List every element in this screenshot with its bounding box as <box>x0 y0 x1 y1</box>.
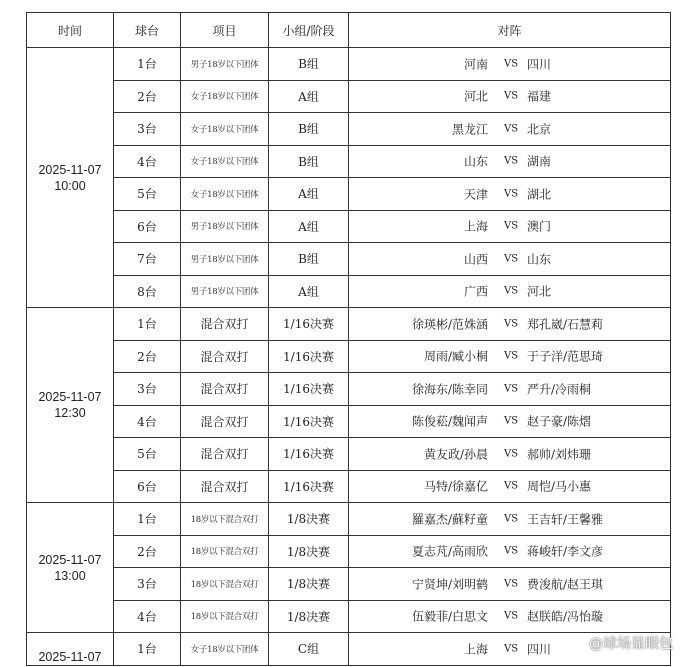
left-side: 陈俊菘/魏闻声 <box>411 414 488 429</box>
vs-label: VS <box>504 448 519 460</box>
left-side: 徐海东/陈幸同 <box>411 382 488 397</box>
session-time <box>27 308 114 503</box>
table-number: 4台 <box>114 405 181 438</box>
session-clock: 10:00 <box>54 178 86 193</box>
session-date: 2025-11-07 <box>38 552 102 567</box>
matchup <box>349 145 671 178</box>
right-side: 福建 <box>527 89 552 104</box>
right-side: 蒋峻轩/李文彦 <box>527 544 604 559</box>
right-side: 河北 <box>527 284 552 299</box>
header-event: 项目 <box>181 13 269 48</box>
right-side: 于子洋/范思琦 <box>527 349 604 364</box>
table-number: 6台 <box>114 470 181 503</box>
matchup <box>349 568 671 601</box>
matchup <box>349 113 671 146</box>
left-side: 宁贤坤/刘明鹤 <box>411 577 488 592</box>
matchup <box>349 340 671 373</box>
left-side: 上海 <box>463 642 488 657</box>
table-row <box>27 145 671 178</box>
event-name: 混合双打 <box>181 470 269 503</box>
vs-label: VS <box>504 318 519 330</box>
table-number: 1台 <box>114 308 181 341</box>
vs-label: VS <box>504 350 519 362</box>
right-side: 费浚航/赵王琪 <box>527 577 604 592</box>
left-side: 羅嘉杰/蘇籽童 <box>411 512 488 527</box>
table-number: 3台 <box>114 113 181 146</box>
session-time <box>27 48 114 308</box>
event-name: 18岁以下混合双打 <box>181 568 269 601</box>
schedule-table <box>26 12 671 666</box>
table-row <box>27 243 671 276</box>
matchup <box>349 600 671 633</box>
left-side: 黄友政/孙晨 <box>423 447 488 462</box>
stage: B组 <box>269 243 349 276</box>
session-date: 2025-11-07 <box>38 390 102 404</box>
stage: 1/8决赛 <box>269 503 349 536</box>
table-row <box>27 568 671 601</box>
event-name: 混合双打 <box>181 340 269 373</box>
table-number: 7台 <box>114 243 181 276</box>
stage: B组 <box>269 48 349 81</box>
session-date: 2025-11-07 <box>38 162 102 177</box>
table-number: 4台 <box>114 145 181 178</box>
table-row <box>27 178 671 211</box>
left-side: 河南 <box>463 57 488 72</box>
vs-label: VS <box>504 188 519 200</box>
stage: 1/16决赛 <box>269 340 349 373</box>
left-side: 夏志芃/高雨欣 <box>411 544 488 559</box>
table-number: 5台 <box>114 438 181 471</box>
stage: 1/16决赛 <box>269 470 349 503</box>
matchup <box>349 535 671 568</box>
stage: 1/16决赛 <box>269 438 349 471</box>
table-row <box>27 275 671 308</box>
matchup <box>349 48 671 81</box>
vs-label: VS <box>504 480 519 492</box>
right-side: 湖南 <box>527 154 552 169</box>
stage: B组 <box>269 113 349 146</box>
table-number: 4台 <box>114 600 181 633</box>
table-row <box>27 308 671 341</box>
right-side: 北京 <box>527 122 552 137</box>
matchup <box>349 178 671 211</box>
event-name: 18岁以下混合双打 <box>181 535 269 568</box>
left-side: 广西 <box>463 284 488 299</box>
right-side: 郝帅/刘炜珊 <box>527 447 592 462</box>
event-name: 男子18岁以下团体 <box>181 275 269 308</box>
right-side: 湖北 <box>527 187 552 202</box>
table-number: 1台 <box>114 48 181 81</box>
matchup <box>349 438 671 471</box>
left-side: 徐瑛彬/范姝涵 <box>411 317 488 332</box>
matchup <box>349 470 671 503</box>
stage: 1/16决赛 <box>269 405 349 438</box>
event-name: 男子18岁以下团体 <box>181 210 269 243</box>
table-number: 1台 <box>114 633 181 666</box>
vs-label: VS <box>504 578 519 590</box>
matchup <box>349 503 671 536</box>
stage: A组 <box>269 178 349 211</box>
matchup <box>349 243 671 276</box>
table-number: 3台 <box>114 373 181 406</box>
table-number: 2台 <box>114 80 181 113</box>
matchup <box>349 373 671 406</box>
vs-label: VS <box>504 545 519 557</box>
table-row <box>27 48 671 81</box>
table-number: 2台 <box>114 535 181 568</box>
table-row <box>27 535 671 568</box>
right-side: 山东 <box>527 252 552 267</box>
header-matchup: 对阵 <box>349 13 671 48</box>
table-row <box>27 405 671 438</box>
right-side: 郑孔崴/石慧莉 <box>527 317 604 332</box>
table-row <box>27 113 671 146</box>
vs-label: VS <box>504 643 519 655</box>
vs-label: VS <box>504 285 519 297</box>
matchup <box>349 308 671 341</box>
stage: 1/8决赛 <box>269 568 349 601</box>
header-time: 时间 <box>27 13 114 48</box>
event-name: 混合双打 <box>181 405 269 438</box>
left-side: 山西 <box>463 252 488 267</box>
table-number: 5台 <box>114 178 181 211</box>
event-name: 混合双打 <box>181 438 269 471</box>
watermark: @球场显眼包 <box>589 636 673 652</box>
session-date: 2025-11-07 <box>38 649 102 664</box>
right-side: 澳门 <box>527 219 552 234</box>
left-side: 黑龙江 <box>451 122 488 137</box>
matchup <box>349 80 671 113</box>
right-side: 四川 <box>527 57 552 72</box>
right-side: 王吉轩/王馨雅 <box>527 512 604 527</box>
vs-label: VS <box>504 155 519 167</box>
vs-label: VS <box>504 513 519 525</box>
event-name: 混合双打 <box>181 308 269 341</box>
table-row <box>27 340 671 373</box>
stage: B组 <box>269 145 349 178</box>
event-name: 18岁以下混合双打 <box>181 503 269 536</box>
stage: A组 <box>269 210 349 243</box>
stage: 1/8决赛 <box>269 600 349 633</box>
event-name: 女子18岁以下团体 <box>181 178 269 211</box>
vs-label: VS <box>504 610 519 622</box>
stage: A组 <box>269 275 349 308</box>
table-number: 3台 <box>114 568 181 601</box>
right-side: 周恺/马小惠 <box>527 479 592 494</box>
left-side: 山东 <box>463 154 488 169</box>
event-name: 男子18岁以下团体 <box>181 48 269 81</box>
vs-label: VS <box>504 220 519 232</box>
session-time <box>27 503 114 633</box>
right-side: 严升/冷雨桐 <box>527 382 592 397</box>
stage: A组 <box>269 80 349 113</box>
table-number: 1台 <box>114 503 181 536</box>
session-time <box>27 633 114 666</box>
stage: 1/8决赛 <box>269 535 349 568</box>
matchup <box>349 210 671 243</box>
header-row <box>27 13 671 48</box>
table-number: 2台 <box>114 340 181 373</box>
vs-label: VS <box>504 253 519 265</box>
table-row <box>27 438 671 471</box>
left-side: 河北 <box>463 89 488 104</box>
matchup <box>349 275 671 308</box>
right-side: 赵子豪/陈熠 <box>527 414 592 429</box>
vs-label: VS <box>504 90 519 102</box>
stage: 1/16决赛 <box>269 373 349 406</box>
table-row <box>27 210 671 243</box>
table-number: 6台 <box>114 210 181 243</box>
header-table: 球台 <box>114 13 181 48</box>
right-side: 四川 <box>527 642 552 657</box>
table-number: 8台 <box>114 275 181 308</box>
left-side: 天津 <box>463 187 488 202</box>
stage: 1/16决赛 <box>269 308 349 341</box>
left-side: 马特/徐嘉亿 <box>423 479 488 494</box>
right-side: 赵朕皓/冯怡璇 <box>527 609 604 624</box>
left-side: 上海 <box>463 219 488 234</box>
vs-label: VS <box>504 58 519 70</box>
vs-label: VS <box>504 415 519 427</box>
event-name: 男子18岁以下团体 <box>181 243 269 276</box>
event-name: 18岁以下混合双打 <box>181 600 269 633</box>
header-stage: 小组/阶段 <box>269 13 349 48</box>
left-side: 周雨/臧小桐 <box>423 349 488 364</box>
left-side: 伍毅菲/白思文 <box>411 609 488 624</box>
event-name: 女子18岁以下团体 <box>181 633 269 666</box>
session-clock: 12:30 <box>54 406 86 420</box>
matchup <box>349 405 671 438</box>
table-row <box>27 470 671 503</box>
event-name: 女子18岁以下团体 <box>181 145 269 178</box>
table-row <box>27 633 671 666</box>
vs-label: VS <box>504 383 519 395</box>
event-name: 混合双打 <box>181 373 269 406</box>
table-row <box>27 600 671 633</box>
stage: C组 <box>269 633 349 666</box>
session-clock: 13:00 <box>54 568 86 583</box>
table-row <box>27 503 671 536</box>
vs-label: VS <box>504 123 519 135</box>
table-row <box>27 373 671 406</box>
event-name: 女子18岁以下团体 <box>181 80 269 113</box>
event-name: 女子18岁以下团体 <box>181 113 269 146</box>
table-row <box>27 80 671 113</box>
